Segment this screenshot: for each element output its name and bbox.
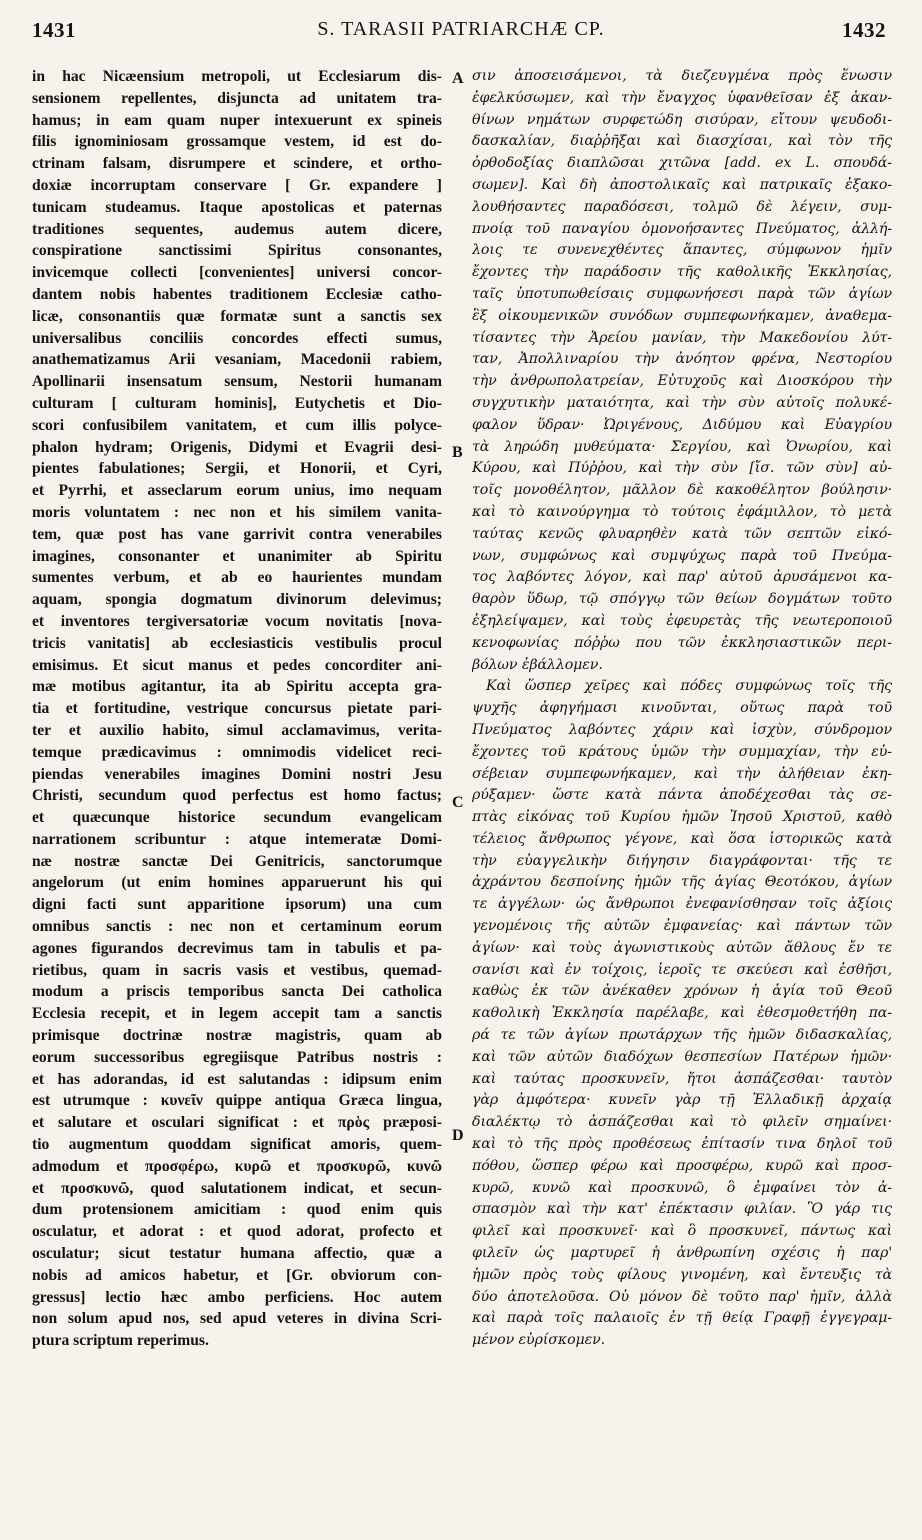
text-line: θίνων νημάτων συρφετώδη σισύραν, εἴτουν ψευδοδι- bbox=[472, 111, 892, 128]
text-line: βόλων ἐβάλλομεν. bbox=[472, 656, 603, 673]
text-line: σωμεν]. Καὶ δὴ ἀποστολικαῖς καὶ πατρικαῖς ἐξακο- bbox=[472, 176, 892, 193]
text-line: omnibus sanctis : nec non et certaminum eorum bbox=[32, 918, 442, 936]
text-line: ἐξηλείψαμεν, καὶ τοὺς ἐφευρετὰς τῆς νεωτεροποιοῦ bbox=[472, 612, 892, 629]
text-line: culturam [ culturam hominis], Eutychetis et Dio- bbox=[32, 394, 442, 412]
text-line: dantem nobis habentes traditionem Ecclesiæ catho- bbox=[32, 285, 442, 303]
page-number-right: 1432 bbox=[842, 18, 886, 42]
text-line: ὀρθοδοξίας διαπλῶσαι χιτῶνα [add. ex L. σπουδά- bbox=[472, 155, 892, 172]
text-line: osculatur; sicut testatur humana affectio, quæ a bbox=[32, 1245, 442, 1263]
text-line: κενοφωνίας πόῤῥω που τῶν ἐκκλησιαστικῶν περι- bbox=[472, 634, 892, 651]
text-line: ταύτας κενῶς φλυαρηθὲν κατὰ τῶν σεπτῶν εἰκό- bbox=[472, 525, 892, 542]
text-line: Κύρου, καὶ Πύῤῥου, καὶ τὴν σὺν [ἴσ. τῶν σὺν] αὐ- bbox=[472, 460, 892, 477]
text-line: τοῖς μονοθέλητον, μᾶλλον δὲ κακοθέλητον βούλησιν· bbox=[472, 482, 892, 499]
text-line: ταν, Ἀπολλιναρίου τὴν ἀνόητον φρένα, Νεστορίου bbox=[472, 351, 892, 368]
text-line: traditiones sequentes, audemus autem dicere, bbox=[32, 220, 442, 238]
text-line: νων, συμφώνως καὶ συμψύχως παρὰ τοῦ Πνεύμα- bbox=[472, 547, 892, 564]
text-line: γενομένοις τῆς αὐτῶν ἐμφανείας· καὶ πάντων τῶν bbox=[472, 918, 892, 935]
text-line: μένον εὑρίσκομεν. bbox=[472, 1332, 606, 1349]
text-line: Καὶ ὥσπερ χεῖρες καὶ πόδες συμφώνως τοῖς τῆς bbox=[486, 678, 892, 695]
text-line: hamus; in eam quam nuper intexuerunt ex spineis bbox=[32, 111, 442, 129]
text-line: λουθήσαντες παραδόσεσι, τολμῶ δὲ λέγειν, συμ- bbox=[472, 198, 892, 215]
text-line: et Pyrrhi, et asseclarum eorum unius, imo nequam bbox=[32, 482, 442, 500]
latin-column bbox=[32, 66, 442, 1476]
text-line: διαλέκτῳ τὸ ἀσπάζεσθαι καὶ τὸ φιλεῖν σημαίνει· bbox=[472, 1114, 892, 1131]
text-line: narrationem scribuntur : atque intemeratæ Domi- bbox=[32, 830, 442, 848]
text-line: ἁγίων· καὶ τοὺς ἀγωνιστικοὺς αὐτῶν ἄθλους ἔν τε bbox=[472, 939, 892, 956]
text-line: ρύξαμεν· ὥστε κατὰ πάντα ἀποδέχεσθαι τὰς σε- bbox=[472, 787, 892, 804]
page-number-left: 1431 bbox=[32, 18, 76, 42]
text-line: est utrumque : κυνεῖν quippe antiqua Græca lingua, bbox=[32, 1092, 442, 1110]
text-line: σανίσι καὶ ἐν τοίχοις, ἱεροῖς τε σκεύεσι καὶ ἐσθῆσι, bbox=[472, 961, 892, 978]
text-line: gressus] lectio hæc ambo perficiens. Hoc autem bbox=[32, 1288, 442, 1306]
text-line: ἔχοντες τὴν παράδοσιν τῆς καθολικῆς Ἐκκλησίας, bbox=[472, 264, 892, 281]
text-line: τε ἀγγέλων· ὡς ἄνθρωποι ἐνεφανίσθησαν τοῖς ἀξίοις bbox=[472, 896, 892, 913]
text-line: emisimus. Et sicut manus et pedes concorditer ani- bbox=[32, 656, 442, 674]
text-line: ἐφελκύσωμεν, καὶ τὴν ἔναγχος ὑφανθεῖσαν ἐξ ἀκαν- bbox=[472, 89, 892, 106]
text-line: τὴν εὐαγγελικὴν διήγησιν διαγράφονται· τῆς τε bbox=[472, 852, 892, 869]
text-line: πνοίᾳ τοῦ παναγίου ὁμονοήσαντες Πνεύματος, ἀλλή- bbox=[472, 220, 892, 237]
text-line: filis ignominiosam grossamque vestem, id est do- bbox=[32, 133, 442, 151]
text-line: φαλον ὕδραν· Ὠριγένους, Διδύμου καὶ Εὐαγρίου bbox=[472, 416, 892, 433]
text-line: κυρῶ, κυνῶ καὶ προσκυνῶ, ὃ ἐμφαίνει τὸν ἀ- bbox=[472, 1179, 892, 1196]
text-line: digni facti sunt apparitione ipsorum) una cum bbox=[32, 896, 442, 914]
section-marker-b: B bbox=[452, 444, 463, 461]
text-line: γὰρ ἀμφότερα· κυνεῖν γὰρ τῇ Ἑλλαδικῇ ἀρχαίᾳ bbox=[472, 1092, 892, 1109]
text-line: eorum successoribus egregiisque Patribus nostris : bbox=[32, 1048, 442, 1066]
text-line: phalon hydram; Origenis, Didymi et Evagrii desi- bbox=[32, 438, 442, 456]
running-title: S. TARASII PATRIARCHÆ CP. bbox=[317, 18, 605, 40]
text-line: φιλεῖ καὶ προσκυνεῖ· καὶ ὃ προσκυνεῖ, πάντως καὶ bbox=[472, 1223, 892, 1240]
text-line: ἓξ οἰκουμενικῶν συνόδων συμπεφωνήκαμεν, ἀναθεμα- bbox=[472, 307, 892, 324]
text-line: nobis ad amicos habetur, et [Gr. obviorum con- bbox=[32, 1266, 442, 1284]
section-marker-c: C bbox=[452, 794, 464, 811]
text-line: ἔχοντες τοῦ κράτους ὑμῶν τὴν συμμαχίαν, τὴν εὐ- bbox=[472, 743, 892, 760]
text-line: osculatur, et adorat : et quod adorat, profecto et bbox=[32, 1223, 442, 1241]
text-line: et has adorandas, id est salutandas : idipsum enim bbox=[32, 1070, 442, 1088]
greek-column bbox=[472, 66, 892, 1476]
text-line: δύο ἀποτελοῦσα. Οὐ μόνον δὲ τοῦτο παρ' ἡμῖν, ἀλλὰ bbox=[472, 1288, 892, 1305]
text-line: rietibus, quam in sacris vasis et vestibus, quemad- bbox=[32, 961, 442, 979]
text-line: tem, quæ post has vane garrivit contra venerabiles bbox=[32, 525, 442, 543]
text-line: modum a priscis temporibus sancta Dei catholica bbox=[32, 983, 442, 1001]
text-line: καὶ τὸ τῆς πρὸς προθέσεως ἐπίτασίν τινα δηλοῖ τοῦ bbox=[472, 1136, 892, 1153]
text-line: θαρὸν ὕδωρ, τῷ σπόγγῳ τῶν θείων δογμάτων τοῦτο bbox=[472, 591, 892, 608]
text-line: et προσκυνῶ, quod salutationem indicat, et secun- bbox=[32, 1179, 442, 1197]
text-line: συγχυτικὴν ματαιότητα, καὶ τὴν σὺν αὐτοῖς πολυκέ- bbox=[472, 394, 892, 411]
text-line: aquam, spongia dogmatum divinorum delevimus; bbox=[32, 591, 442, 609]
text-line: angelorum (ut enim homines apparuerunt his qui bbox=[32, 874, 442, 892]
text-line: Christi, secundum quod perfectus est homo factus; bbox=[32, 787, 442, 805]
text-line: φιλεῖν ὡς μαρτυρεῖ ἡ ἀνθρωπίνη σχέσις ἡ παρ' bbox=[472, 1245, 892, 1262]
text-line: conspiratione sanctissimi Spiritus consonantes, bbox=[32, 242, 442, 260]
text-line: tio augmentum quoddam significat amoris, quem- bbox=[32, 1136, 442, 1154]
text-line: τος λαβόντες λόγον, καὶ παρ' αὐτοῦ ἀρυσάμενοι κα- bbox=[472, 569, 892, 586]
text-line: invicemque collecti [convenientes] universi concor- bbox=[32, 264, 442, 282]
text-line: tunicam studeamus. Itaque apostolicas et paternas bbox=[32, 198, 442, 216]
text-line: et quæcunque historice secundum evangelicam bbox=[32, 809, 442, 827]
text-line: σπασμὸν καὶ τὴν κατ' ἐπέκτασιν φιλίαν. Ὃ γάρ τις bbox=[472, 1201, 892, 1218]
text-line: ταῖς ὑποτυπωθείσαις συμφωνήσεσι παρὰ τῶν ἁγίων bbox=[472, 285, 892, 302]
text-line: Ecclesia recepit, et in legem accepit tam a sanctis bbox=[32, 1005, 442, 1023]
text-line: dum protensionem amicitiam : quod enim quis bbox=[32, 1201, 442, 1219]
text-line: tricis vanitatis] ab ecclesiasticis vestibulis procul bbox=[32, 634, 442, 652]
text-line: næ nostræ sanctæ Dei Genitricis, sanctorumque bbox=[32, 852, 442, 870]
text-line: pientes fabulationes; Sergii, et Honorii, et Cyri, bbox=[32, 460, 442, 478]
section-marker-d: D bbox=[452, 1127, 464, 1144]
text-line: in hac Nicæensium metropoli, ut Ecclesiarum dis- bbox=[32, 68, 442, 85]
text-line: ptura scriptum reperimus. bbox=[32, 1332, 209, 1350]
text-line: ψυχῆς ἀφηγήμασι κινοῦνται, οὕτως παρὰ τοῦ bbox=[472, 700, 892, 717]
text-line: temque prædicavimus : omnimodis videlicet reci- bbox=[32, 743, 442, 761]
text-line: σέβειαν συμπεφωνήκαμεν, καὶ τὴν ἀλήθειαν ἐκη- bbox=[472, 765, 892, 782]
text-line: ἀχράντου δεσποίνης ἡμῶν τῆς ἁγίας Θεοτόκου, ἁγίων bbox=[472, 874, 892, 891]
text-line: non solum apud nos, sed apud veteres in divina Scri- bbox=[32, 1310, 442, 1328]
text-line: ter et auxilio habito, simul acclamavimus, verita- bbox=[32, 721, 442, 739]
section-marker-a: A bbox=[452, 70, 464, 87]
text-line: τὴν ἀνθρωπολατρείαν, Εὐτυχοῦς καὶ Διοσκόρου τὴν bbox=[472, 373, 892, 390]
text-line: καὶ ταύτας προσκυνεῖν, ἤτοι ἀσπάζεσθαι· ταυτὸν bbox=[472, 1070, 892, 1087]
text-line: δασκαλίαν, διαῤῥῆξαι καὶ διασχίσαι, καὶ τὸν τῆς bbox=[472, 133, 892, 150]
text-line: τὰ ληρώδη μυθεύματα· Σεργίου, καὶ Ὀνωρίου, καὶ bbox=[472, 438, 892, 455]
text-line: sumentes verbum, et ab eo haurientes mundam bbox=[32, 569, 442, 587]
text-line: καὶ τῶν αὐτῶν διαδόχων θεσπεσίων Πατέρων ἡμῶν· bbox=[472, 1048, 892, 1065]
text-line: doxiæ incorruptam conservare [ Gr. expandere ] bbox=[32, 176, 442, 194]
text-line: et salutare et osculari significat : et πρὸς præposi- bbox=[32, 1114, 442, 1132]
text-line: καὶ παρὰ τοῖς παλαιοῖς ἐν τῇ θείᾳ Γραφῇ ἐγγεγραμ- bbox=[472, 1310, 892, 1327]
text-line: πτὰς εἰκόνας τοῦ Κυρίου ἡμῶν Ἰησοῦ Χριστοῦ, καθὸ bbox=[472, 809, 892, 826]
text-line: λοις τε συνενεχθέντες ἅπαντες, σύμφωνον ἡμῖν bbox=[472, 242, 892, 259]
text-line: τίσαντες τὴν Ἀρείου μανίαν, τὴν Μακεδονίου λύτ- bbox=[472, 329, 892, 346]
text-line: tia et fortitudine, vestrique concursus pietate pari- bbox=[32, 700, 442, 718]
text-line: ρά τε τῶν ἁγίων πρωτάρχων τῆς ἡμῶν διδασκαλίας, bbox=[472, 1027, 892, 1044]
text-line: primisque doctrinæ nostræ magistris, quam ab bbox=[32, 1027, 442, 1045]
running-header bbox=[0, 18, 922, 58]
text-line: καὶ τὸ καινούργημα τὸ τούτοις ἐφάμιλλον, τὸ μετὰ bbox=[472, 503, 892, 520]
text-line: ctrinam falsam, disrumpere et scindere, et ortho- bbox=[32, 155, 442, 173]
text-line: πόθου, ὥσπερ φέρω καὶ προσφέρω, κυρῶ καὶ προσ- bbox=[472, 1157, 892, 1174]
text-line: ἡμῶν πρὸς τοὺς φίλους γινομένη, καὶ ἔντευξις τὰ bbox=[472, 1266, 892, 1283]
text-line: imagines, consonanter et unanimiter ab Spiritu bbox=[32, 547, 442, 565]
text-line: moris voluntatem : nec non et his similem vanita- bbox=[32, 503, 442, 521]
text-line: sensionem repellentes, disjuncta ad unitatem tra- bbox=[32, 89, 442, 107]
text-line: anathematizamus Arii vesaniam, Macedonii rabiem, bbox=[32, 351, 442, 369]
text-line: admodum et προσφέρω, κυρῶ et προσκυρῶ, κυνῶ bbox=[32, 1157, 442, 1175]
text-line: piendas venerabiles imagines Domini nostri Jesu bbox=[32, 765, 442, 783]
text-line: Apollinarii insensatum sensum, Nestorii humanam bbox=[32, 373, 442, 391]
text-line: καθολικὴ Ἐκκλησία παρέλαβε, καὶ ἐθεσμοθετήθη πα- bbox=[472, 1005, 892, 1022]
text-line: τέλειος ἄνθρωπος γέγονε, καὶ ὅσα ἱστορικῶς κατὰ bbox=[472, 830, 892, 847]
text-line: agones figurandos decrevimus tam in tabulis et pa- bbox=[32, 939, 442, 957]
text-line: σιν ἀποσεισάμενοι, τὰ διεζευγμένα πρὸς ἕνωσιν bbox=[472, 68, 892, 84]
text-line: καθὼς ἐκ τῶν ἀνέκαθεν χρόνων ἡ ἁγία τοῦ Θεοῦ bbox=[472, 983, 892, 1000]
text-line: universalibus conciliis concordes effecti sumus, bbox=[32, 329, 442, 347]
text-line: scori confusibilem vanitatem, et cum illis polyce- bbox=[32, 416, 442, 434]
text-line: mæ motibus agitantur, ita ab Spiritu accepta gra- bbox=[32, 678, 442, 696]
text-line: Πνεύματος λαβόντες χάριν καὶ ἰσχὺν, σύνδρομον bbox=[472, 721, 892, 738]
text-line: licæ, consonantiis quæ formatæ sunt a sanctis sex bbox=[32, 307, 442, 325]
text-line: et inventores tergiversatoriæ vocum novitatis [nova- bbox=[32, 612, 442, 630]
